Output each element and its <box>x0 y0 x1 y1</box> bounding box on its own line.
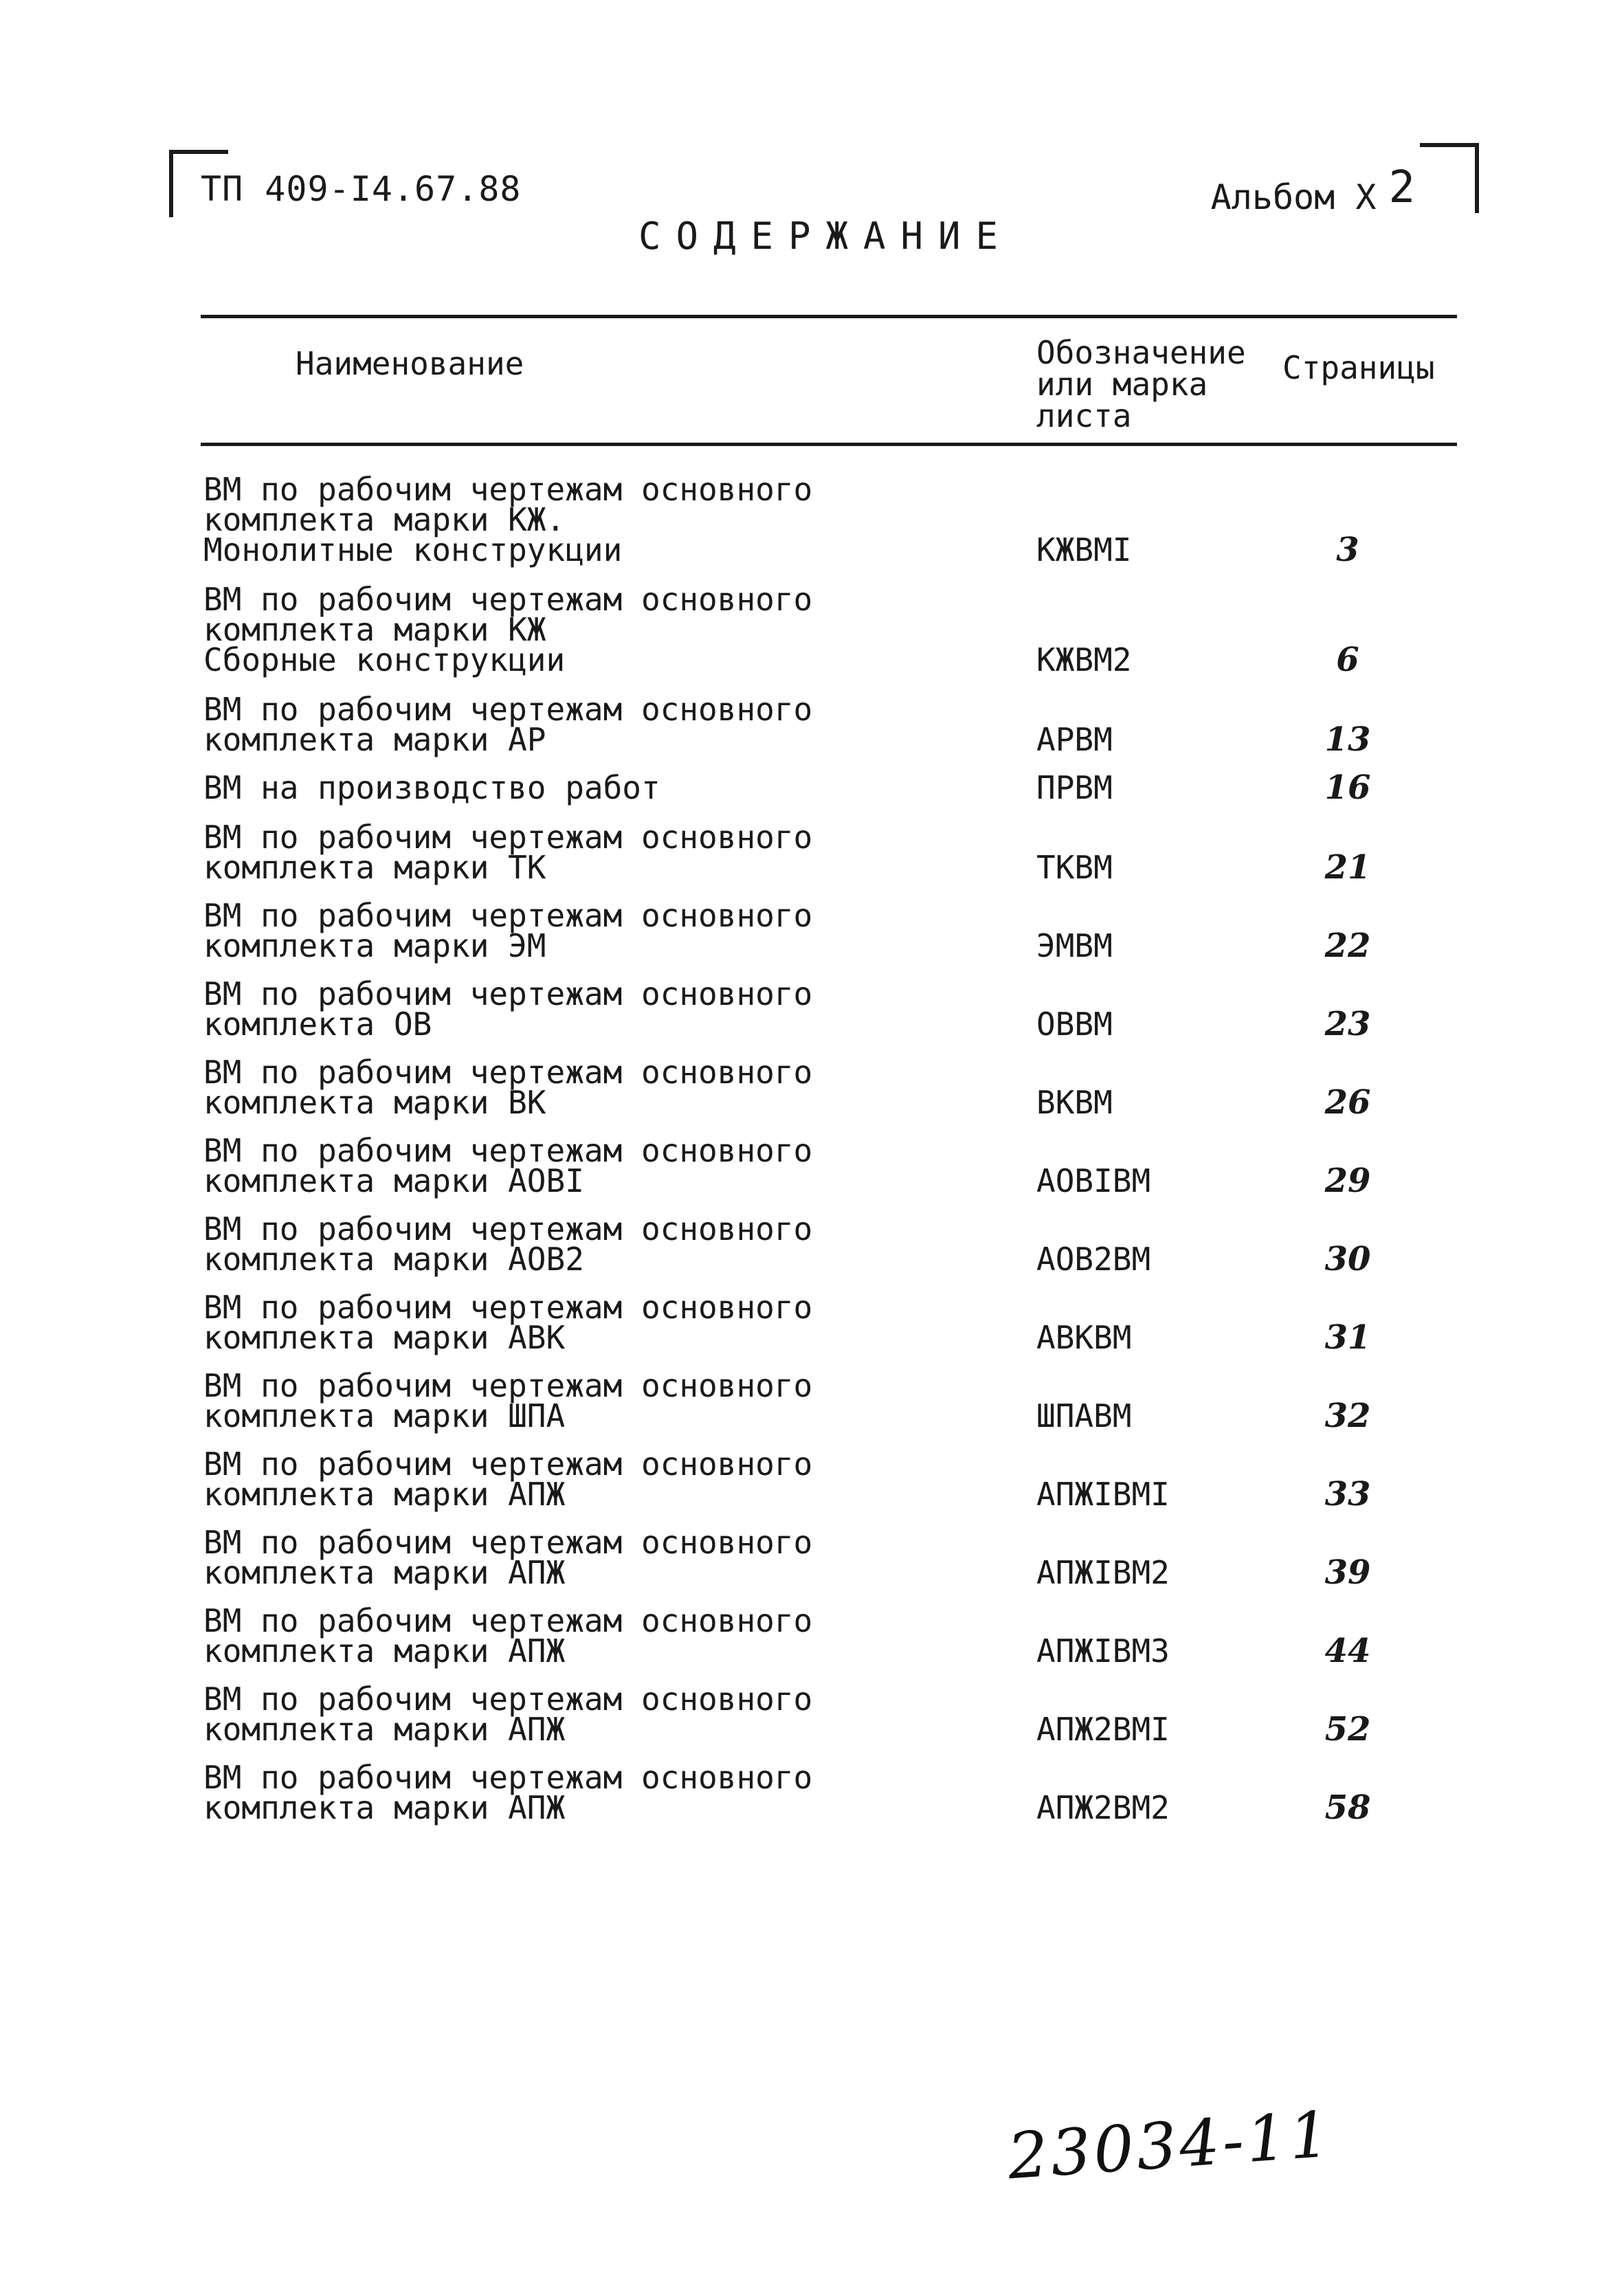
row-name: ВМ по рабочим чертежам основного комплекта марки АПЖ <box>203 1445 813 1513</box>
row-page: 52 <box>1324 1710 1371 1749</box>
row-name: ВМ по рабочим чертежам основного комплекта марки КЖ. Монолитные конструкции <box>203 471 813 568</box>
row-page: 6 <box>1336 641 1359 679</box>
row-code: АВКВМ <box>1036 1319 1132 1356</box>
row-code: ОВВМ <box>1036 1006 1113 1043</box>
row-name: ВМ по рабочим чертежам основного комплекта марки АПЖ <box>203 1681 813 1748</box>
row-name: ВМ по рабочим чертежам основного комплекта марки АПЖ <box>203 1602 813 1670</box>
table-header-rule <box>201 443 1457 446</box>
row-page: 13 <box>1324 720 1371 759</box>
row-code: АПЖIВМ2 <box>1036 1554 1170 1591</box>
column-header-code: Обозначение или марка листа <box>1036 334 1246 434</box>
row-name: ВМ по рабочим чертежам основного комплекта марки АПЖ <box>203 1759 813 1826</box>
row-name: ВМ по рабочим чертежам основного комплекта марки АОВI <box>203 1132 813 1199</box>
row-name: ВМ на производство работ <box>203 769 660 806</box>
column-header-name: Наименование <box>296 345 524 382</box>
row-code: АОВ2ВМ <box>1036 1241 1151 1278</box>
row-code: ШПАВМ <box>1036 1397 1132 1434</box>
row-name: ВМ по рабочим чертежам основного комплекта марки ТК <box>203 819 813 886</box>
row-page: 32 <box>1324 1397 1371 1435</box>
row-page: 23 <box>1324 1005 1371 1043</box>
row-code: КЖВМI <box>1036 531 1132 568</box>
row-code: АОВIВМ <box>1036 1162 1151 1199</box>
document-code: ТП 409-I4.67.88 <box>201 169 522 209</box>
page-title: СОДЕРЖАНИЕ <box>638 214 1014 258</box>
row-page: 31 <box>1324 1318 1371 1357</box>
row-page: 39 <box>1324 1553 1371 1592</box>
row-code: АПЖIВМI <box>1036 1476 1170 1513</box>
row-code: КЖВМ2 <box>1036 641 1132 678</box>
row-page: 33 <box>1324 1475 1371 1514</box>
album-label-text: Альбом X <box>1210 177 1377 217</box>
row-name: ВМ по рабочим чертежам основного комплекта марки АР <box>203 691 813 758</box>
row-page: 44 <box>1324 1632 1371 1670</box>
row-name: ВМ по рабочим чертежам основного комплекта марки АВК <box>203 1289 813 1356</box>
row-name: ВМ по рабочим чертежам основного комплекта ОВ <box>203 975 813 1043</box>
album-label <box>1210 162 1415 220</box>
row-code: АРВМ <box>1036 721 1113 758</box>
row-code: ТКВМ <box>1036 849 1113 886</box>
row-page: 22 <box>1324 927 1371 965</box>
row-page: 30 <box>1324 1240 1371 1278</box>
handwritten-number: 23034-11 <box>1005 2097 1335 2194</box>
row-page: 16 <box>1324 768 1371 807</box>
row-page: 58 <box>1324 1788 1371 1827</box>
column-header-page: Страницы <box>1282 349 1435 386</box>
row-name: ВМ по рабочим чертежам основного комплекта марки ШПА <box>203 1367 813 1434</box>
row-page: 21 <box>1324 848 1371 887</box>
row-code: АПЖ2ВМ2 <box>1036 1789 1170 1826</box>
frame-corner-right <box>1420 143 1479 213</box>
album-number: 2 <box>1388 162 1415 213</box>
row-name: ВМ по рабочим чертежам основного комплекта марки АПЖ <box>203 1524 813 1591</box>
row-code: АПЖIВМ3 <box>1036 1632 1170 1670</box>
row-code: ПРВМ <box>1036 769 1113 806</box>
row-name: ВМ по рабочим чертежам основного комплекта марки КЖ Сборные конструкции <box>203 581 813 678</box>
row-name: ВМ по рабочим чертежам основного комплекта марки ВК <box>203 1054 813 1121</box>
row-code: АПЖ2ВМI <box>1036 1711 1170 1748</box>
row-page: 29 <box>1324 1162 1371 1200</box>
table-top-rule <box>201 315 1457 318</box>
row-page: 3 <box>1336 531 1359 569</box>
row-name: ВМ по рабочим чертежам основного комплекта марки ЭМ <box>203 897 813 964</box>
row-page: 26 <box>1324 1083 1371 1122</box>
row-code: ВКВМ <box>1036 1084 1113 1121</box>
row-code: ЭМВМ <box>1036 927 1113 964</box>
row-name: ВМ по рабочим чертежам основного комплекта марки АОВ2 <box>203 1210 813 1278</box>
